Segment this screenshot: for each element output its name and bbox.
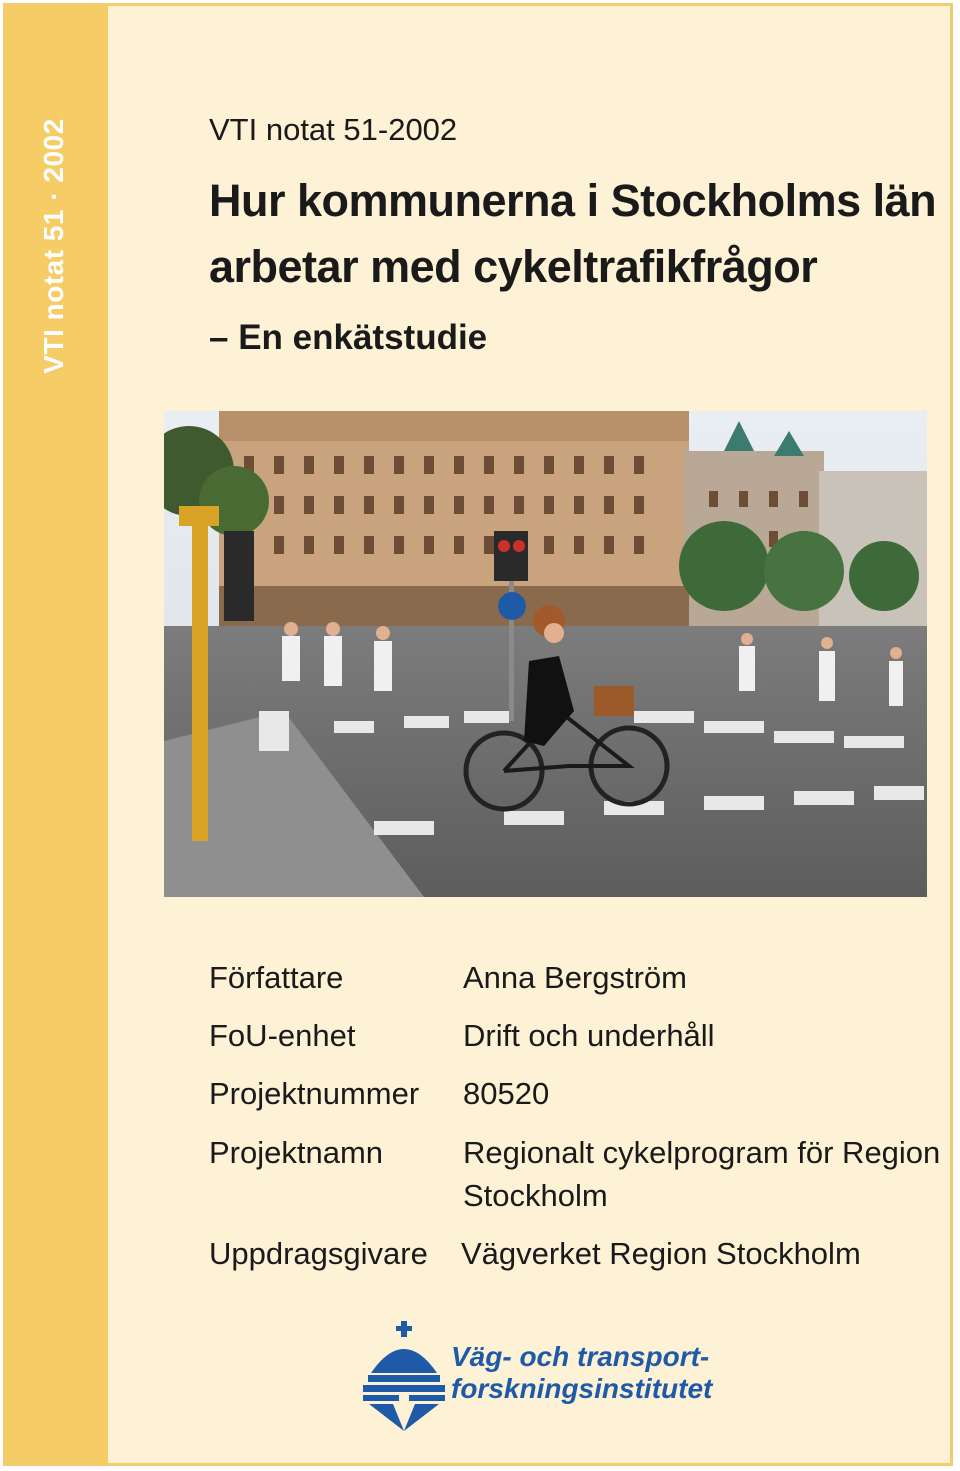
report-subtitle: – En enkätstudie bbox=[209, 318, 488, 357]
crown-emblem-icon bbox=[363, 1321, 453, 1431]
title-line-2: arbetar med cykeltrafikfrågor bbox=[209, 241, 818, 292]
meta-value: 80520 bbox=[463, 1076, 550, 1111]
meta-value: Vägverket Region Stockholm bbox=[461, 1236, 861, 1271]
logo-line-1: Väg- och transport- bbox=[451, 1341, 710, 1372]
meta-label: Projektnamn bbox=[209, 1135, 384, 1170]
meta-value: Drift och underhåll bbox=[463, 1018, 715, 1053]
meta-label: FoU-enhet bbox=[209, 1018, 356, 1053]
cover-photo-illustration bbox=[164, 411, 927, 897]
meta-value: Regionalt cykelprogram för Region bbox=[463, 1135, 941, 1170]
spine-band bbox=[6, 6, 108, 1463]
logo-wordmark bbox=[451, 1341, 712, 1405]
spine-text: VTI notat 51 · 2002 bbox=[38, 118, 69, 374]
meta-label: Uppdragsgivare bbox=[209, 1236, 428, 1271]
title-line-1: Hur kommunerna i Stockholms län bbox=[209, 175, 937, 226]
meta-label: Författare bbox=[209, 960, 344, 995]
meta-label: Projektnummer bbox=[209, 1076, 420, 1111]
cover-photo bbox=[164, 411, 927, 897]
logo-line-2: forskningsinstitutet bbox=[451, 1373, 713, 1404]
cover-page bbox=[3, 3, 953, 1466]
meta-value: Anna Bergström bbox=[463, 960, 687, 995]
series-number: VTI notat 51-2002 bbox=[209, 112, 458, 147]
vti-logo bbox=[363, 1321, 723, 1441]
report-title bbox=[209, 168, 949, 300]
meta-value-continued: Stockholm bbox=[463, 1178, 608, 1213]
